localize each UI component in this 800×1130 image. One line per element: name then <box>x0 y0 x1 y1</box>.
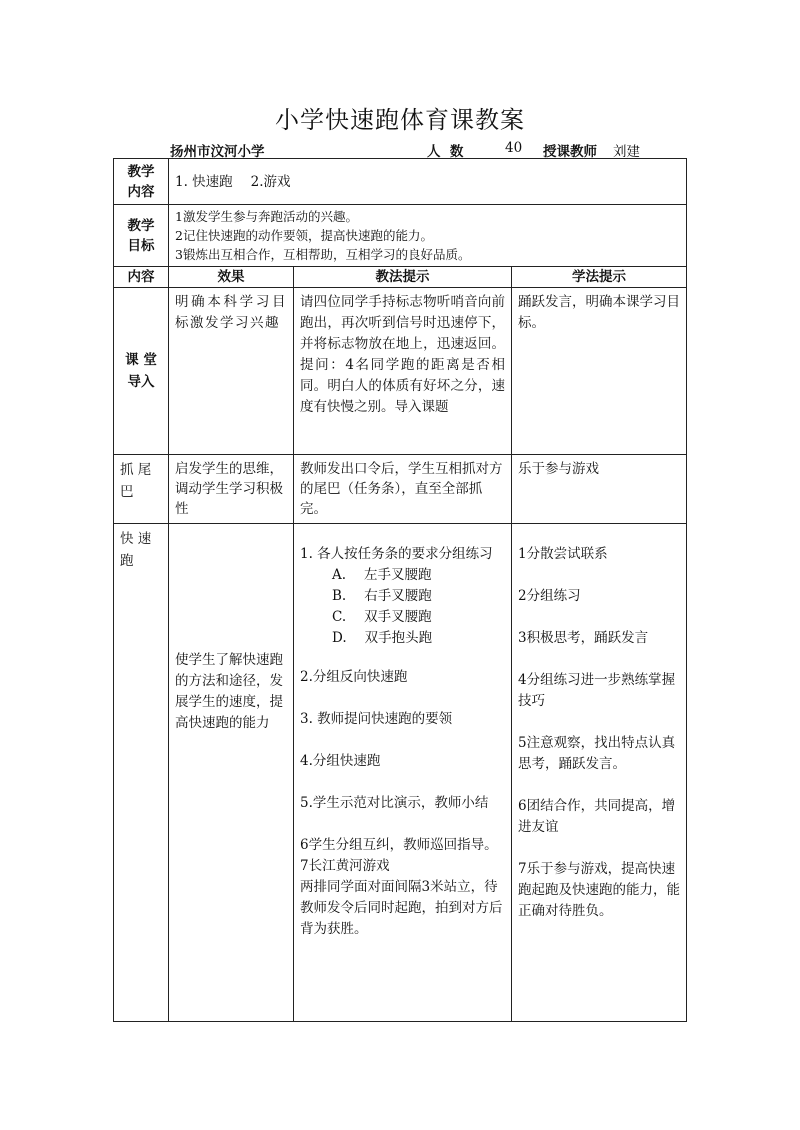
content-label: 教学内容 <box>127 163 155 200</box>
sprint-label: 快 速 跑 <box>120 531 152 569</box>
teacher-label: 授课教师 <box>543 144 597 160</box>
sprint-effect: 使学生了解快速跑的方法和途径，发展学生的速度，提高快速跑的能力 <box>169 524 294 1022</box>
method-step-6: 6学生分组互纠，教师巡回指导。 <box>300 837 498 853</box>
method-substep-a: A. 左手叉腰跑 <box>332 567 432 583</box>
method-step-2: 2.分组反向快速跑 <box>300 669 408 685</box>
study-step-6: 6团结合作，共同提高，增进友谊 <box>518 798 676 835</box>
count-label: 人 数 <box>427 144 464 160</box>
tail-effect: 启发学生的思维，调动学生学习积极性 <box>169 455 294 524</box>
goal-line-3: 3锻炼出互相合作，互相帮助，互相学习的良好品质。 <box>175 247 471 262</box>
study-step-1: 1分散尝试联系 <box>518 546 608 562</box>
content-cell <box>169 159 687 205</box>
intro-method: 请四位同学手持标志物听哨音向前跑出，再次听到信号时迅速停下，并将标志物放在地上，迅速返回。提问：4名同学跑的距离是否相同。明白人的体质有好坏之分，速度有快慢之别。导入课题 <box>294 288 512 455</box>
sprint-study <box>512 524 687 1022</box>
method-substeps <box>300 565 505 649</box>
page-title: 小学快速跑体育课教案 <box>275 106 525 134</box>
count-value: 40 <box>505 140 523 156</box>
intro-row <box>114 288 687 455</box>
tail-label-cell <box>114 455 169 524</box>
intro-label-cell <box>114 288 169 455</box>
goals-cell <box>169 205 687 267</box>
method-substep-b: B. 右手叉腰跑 <box>332 588 432 604</box>
method-substep-d: D. 双手抱头跑 <box>332 630 433 646</box>
col-header-method: 教法提示 <box>294 267 512 288</box>
col-header-effect: 效果 <box>169 267 294 288</box>
sprint-method <box>294 524 512 1022</box>
method-step-4: 4.分组快速跑 <box>300 753 381 769</box>
content-label-cell <box>114 159 169 205</box>
study-step-4: 4分组练习进一步熟练掌握技巧 <box>518 672 676 709</box>
lesson-plan-table <box>113 158 687 1022</box>
goal-line-1: 1激发学生参与奔跑活动的兴趣。 <box>175 209 358 224</box>
content-item-2: 2.游戏 <box>250 173 291 190</box>
content-row <box>114 159 687 205</box>
method-step-1: 1. 各人按任务条的要求分组练习 <box>300 546 493 562</box>
goals-label-cell <box>114 205 169 267</box>
intro-label: 课 堂 导入 <box>125 352 157 390</box>
study-step-7: 7乐于参与游戏，提高快速跑起跑及快速跑的能力，能正确对待胜负。 <box>518 861 680 919</box>
method-step-5: 5.学生示范对比演示，教师小结 <box>300 795 489 811</box>
content-item-1: 1. 快速跑 <box>175 173 233 190</box>
tail-method: 教师发出口令后，学生互相抓对方的尾巴（任务条），直至全部抓完。 <box>294 455 512 524</box>
tail-study: 乐于参与游戏 <box>512 455 687 524</box>
intro-study: 踊跃发言，明确本课学习目标。 <box>512 288 687 455</box>
goal-line-2: 2记住快速跑的动作要领，提高快速跑的能力。 <box>175 228 433 243</box>
intro-effect: 明确本科学习目标激发学习兴趣 <box>169 288 294 455</box>
tail-row <box>114 455 687 524</box>
method-substep-c: C. 双手叉腰跑 <box>332 609 432 625</box>
study-step-5: 5注意观察，找出特点认真思考，踊跃发言。 <box>518 735 676 772</box>
col-header-content: 内容 <box>114 267 169 288</box>
method-step-7: 7长江黄河游戏 <box>300 858 390 874</box>
study-step-2: 2分组练习 <box>518 588 581 604</box>
study-step-3: 3积极思考，踊跃发言 <box>518 630 649 646</box>
sprint-label-cell <box>114 524 169 1022</box>
sprint-row <box>114 524 687 1022</box>
method-step-3: 3. 教师提问快速跑的要领 <box>300 711 453 727</box>
goals-label: 教学目标 <box>127 217 155 254</box>
tail-label: 抓 尾巴 <box>120 462 152 500</box>
goals-row <box>114 205 687 267</box>
col-header-study: 学法提示 <box>512 267 687 288</box>
school-name: 扬州市汶河小学 <box>170 144 265 160</box>
teacher-name: 刘建 <box>613 144 640 160</box>
column-header-row <box>114 267 687 288</box>
method-step-7-desc: 两排同学面对面间隔3米站立，待教师发令后同时起跑，拍到对方后背为获胜。 <box>300 879 503 937</box>
